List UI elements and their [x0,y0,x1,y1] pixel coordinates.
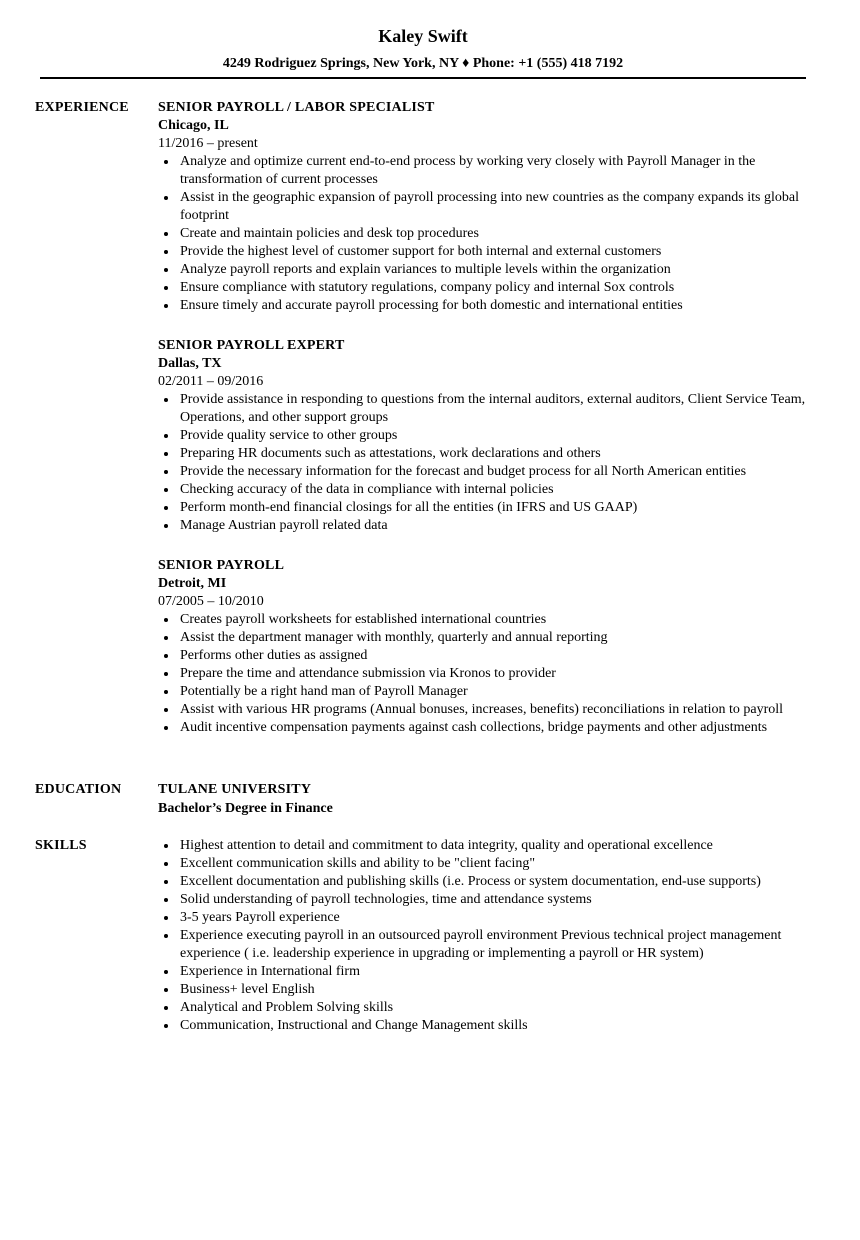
job-location: Dallas, TX [158,356,222,371]
list-item [158,873,828,891]
bullet-icon [164,160,168,164]
bullet-text: Analyze payroll reports and explain variances to multiple levels within the organization [180,262,671,277]
education-heading: EDUCATION [35,782,122,797]
bullet-text: Experience in International firm [180,964,360,979]
job-title: SENIOR PAYROLL [158,558,285,573]
bullet-icon [164,654,168,658]
bullet-text: Preparing HR documents such as attestations, work declarations and others [180,446,601,461]
list-item [158,855,828,873]
bullet-icon [164,690,168,694]
bullet-icon [164,916,168,920]
list-item [158,391,818,427]
bullet-text: Excellent documentation and publishing skills (i.e. Process or system documentation, end-use supports) [180,874,761,889]
bullet-text: Provide quality service to other groups [180,428,398,443]
job-entry [158,337,818,535]
bullet-text: Analyze and optimize current end-to-end process by working very closely with Payroll Manager in the transformation of current processes [180,154,756,187]
list-item [158,427,818,445]
list-item [158,963,828,981]
list-item [158,927,828,963]
bullet-text: Assist in the geographic expansion of payroll processing into new countries as the company expands its global footprint [180,190,799,223]
bullet-icon [164,1006,168,1010]
bullet-text: Checking accuracy of the data in compliance with internal policies [180,482,554,497]
bullet-text: Manage Austrian payroll related data [180,518,388,533]
list-item [158,481,818,499]
bullet-text: Excellent communication skills and ability to be "client facing" [180,856,536,871]
bullet-icon [164,470,168,474]
list-item [158,891,828,909]
job-dates: 11/2016 – present [158,136,258,151]
skills-body [158,837,828,1035]
bullet-icon [164,506,168,510]
bullet-icon [164,636,168,640]
bullet-text: Solid understanding of payroll technologies, time and attendance systems [180,892,592,907]
candidate-name: Kaley Swift [378,26,468,46]
list-item [158,445,818,463]
skills-list [158,837,828,1035]
bullet-text: Provide the highest level of customer support for both internal and external customers [180,244,662,259]
experience-list [158,99,818,759]
list-item [158,999,828,1017]
job-responsibilities [158,153,818,315]
list-item [158,1017,828,1035]
list-item [158,719,818,737]
job-entry [158,99,818,315]
bullet-icon [164,524,168,528]
contact-line: 4249 Rodriguez Springs, New York, NY ♦ Phone: +1 (555) 418 7192 [222,56,624,71]
bullet-icon [164,488,168,492]
job-location: Detroit, MI [158,576,227,591]
list-item [158,517,818,535]
bullet-text: Assist the department manager with monthly, quarterly and annual reporting [180,630,608,645]
bullet-icon [164,434,168,438]
bullet-icon [164,268,168,272]
bullet-icon [164,232,168,236]
job-location: Chicago, IL [158,118,229,133]
list-item [158,243,818,261]
list-item [158,153,818,189]
bullet-icon [164,398,168,402]
job-responsibilities [158,391,818,535]
list-item [158,909,828,927]
bullet-icon [164,844,168,848]
list-item [158,981,828,999]
job-dates: 07/2005 – 10/2010 [158,594,264,609]
header-divider [40,77,806,79]
list-item [158,647,818,665]
bullet-icon [164,988,168,992]
job-dates: 02/2011 – 09/2016 [158,374,264,389]
bullet-text: Perform month-end financial closings for all the entities (in IFRS and US GAAP) [180,500,638,515]
bullet-text: Communication, Instructional and Change Management skills [180,1018,528,1033]
experience-heading: EXPERIENCE [35,100,129,115]
list-item [158,629,818,647]
job-responsibilities [158,611,818,737]
bullet-text: Provide the necessary information for the forecast and budget process for all North American entities [180,464,747,479]
skills-heading: SKILLS [35,838,87,853]
list-item [158,683,818,701]
bullet-text: Experience executing payroll in an outsourced payroll environment Previous technical project management experience ( i.e. leadership experience in upgrading or implementing a payroll or HR system) [180,928,782,961]
resume-header [0,24,846,73]
bullet-text: Create and maintain policies and desk top procedures [180,226,479,241]
bullet-text: Highest attention to detail and commitment to data integrity, quality and operational excellence [180,838,713,853]
bullet-text: Performs other duties as assigned [180,648,368,663]
job-title: SENIOR PAYROLL EXPERT [158,338,345,353]
bullet-text: Ensure compliance with statutory regulations, company policy and internal Sox controls [180,280,675,295]
bullet-text: Ensure timely and accurate payroll processing for both domestic and international entities [180,298,683,313]
bullet-text: Creates payroll worksheets for established international countries [180,612,547,627]
bullet-text: Assist with various HR programs (Annual bonuses, increases, benefits) reconciliations in relation to payroll [180,702,784,717]
bullet-icon [164,970,168,974]
list-item [158,701,818,719]
bullet-icon [164,672,168,676]
list-item [158,189,818,225]
bullet-icon [164,862,168,866]
bullet-icon [164,618,168,622]
bullet-icon [164,880,168,884]
bullet-icon [164,1024,168,1028]
bullet-text: Prepare the time and attendance submission via Kronos to provider [180,666,556,681]
school-name: TULANE UNIVERSITY [158,782,312,797]
bullet-text: Audit incentive compensation payments against cash collections, bridge payments and other adjustments [180,720,768,735]
bullet-icon [164,726,168,730]
bullet-icon [164,196,168,200]
bullet-text: Provide assistance in responding to questions from the internal auditors, external auditors, Client Service Team, Operations, and other support groups [180,392,806,425]
bullet-text: Potentially be a right hand man of Payroll Manager [180,684,468,699]
bullet-text: 3-5 years Payroll experience [180,910,340,925]
list-item [158,499,818,517]
bullet-text: Business+ level English [180,982,315,997]
bullet-icon [164,286,168,290]
bullet-icon [164,934,168,938]
education-body [158,781,818,819]
bullet-icon [164,250,168,254]
list-item [158,279,818,297]
job-title: SENIOR PAYROLL / LABOR SPECIALIST [158,100,435,115]
list-item [158,297,818,315]
bullet-icon [164,452,168,456]
bullet-text: Analytical and Problem Solving skills [180,1000,394,1015]
list-item [158,261,818,279]
list-item [158,837,828,855]
bullet-icon [164,304,168,308]
job-entry [158,557,818,737]
list-item [158,611,818,629]
bullet-icon [164,708,168,712]
list-item [158,665,818,683]
bullet-icon [164,898,168,902]
list-item [158,463,818,481]
list-item [158,225,818,243]
degree: Bachelor’s Degree in Finance [158,801,333,816]
